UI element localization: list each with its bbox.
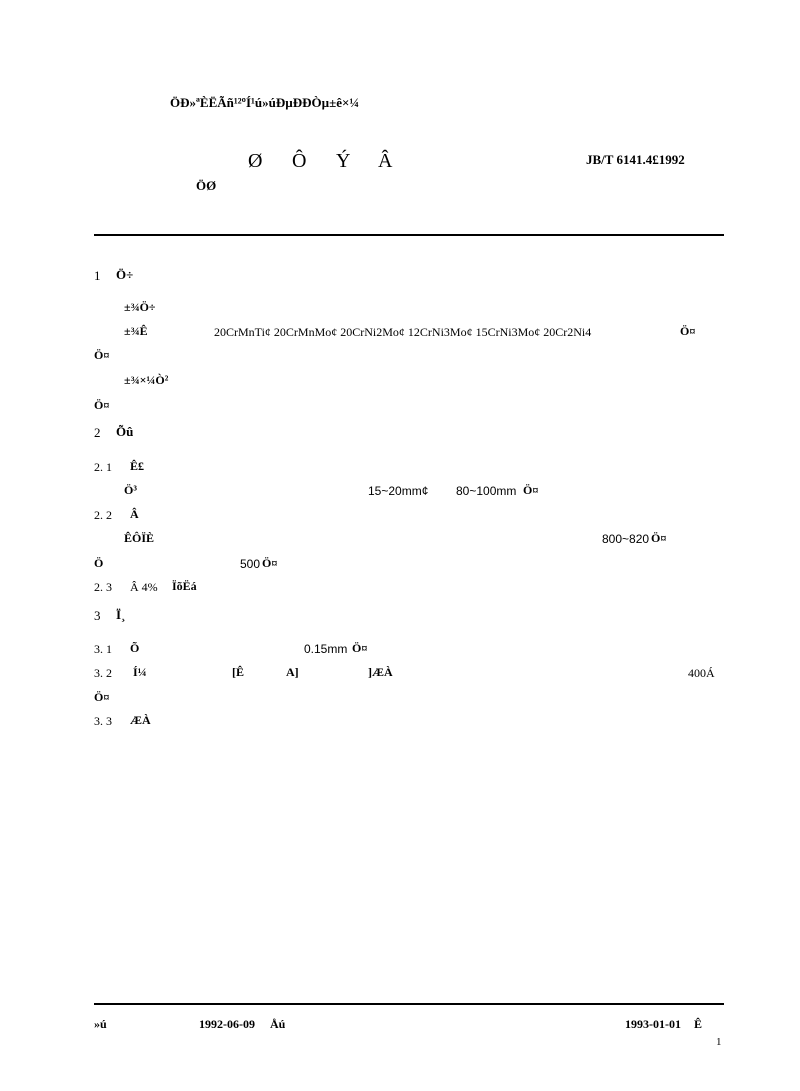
subsection-3-1-suffix: Ö¤ — [352, 641, 368, 655]
subsection-3-2-ref-2: A] — [286, 665, 299, 679]
subsection-2-3-suffix: ÏõËá — [172, 579, 197, 593]
subsection-3-3-title: ÆÀ — [130, 713, 151, 727]
subsection-3-2-ref-1: [Ê — [232, 665, 244, 679]
section-3-number: 3 — [94, 608, 101, 623]
implementation-date: 1993-01-01 — [625, 1017, 681, 1031]
para-2-1b-suffix: Ö¤ — [523, 483, 539, 497]
org-line: ÖÐ»ªÈËÃñ¹²ºÍ¹ú»úÐµÐÐÒµ±ê×¼ — [170, 95, 360, 110]
subsection-3-1-title: Õ — [130, 641, 140, 655]
section-2-title: Õû — [116, 424, 134, 439]
depth-value: 0.15mm — [304, 642, 348, 656]
temper-value: 500 — [240, 557, 261, 571]
issued-suffix: Åú — [270, 1017, 286, 1031]
page-number: 1 — [716, 1036, 722, 1048]
issued-label: »ú — [94, 1017, 107, 1031]
footer-rule — [94, 1003, 724, 1005]
standard-number: JB/T 6141.4£1992 — [586, 152, 685, 167]
subsection-3-1-number: 3. 1 — [94, 642, 112, 656]
steel-grades: 20CrMnTi¢ 20CrMnMo¢ 20CrNi2Mo¢ 12CrNi3Mo¢ 15CrNi3Mo¢ 20Cr2Ni4 — [214, 325, 592, 339]
subsection-2-2-title: Â — [130, 507, 139, 521]
para-2-2b-prefix: ÊÔÏÈ — [124, 531, 155, 545]
para-2-2b-suffix: Ö¤ — [651, 531, 667, 545]
subsection-3-2-ref-3: ]ÆÀ — [368, 665, 393, 679]
title-char-3: Ý — [336, 150, 351, 172]
para-2-2c-prefix: Ö — [94, 556, 104, 570]
para-1d: ±¾×¼Ò² — [124, 373, 169, 387]
subsection-2-2-number: 2. 2 — [94, 508, 112, 522]
title-char-1: Ø — [248, 150, 263, 172]
header-rule — [94, 234, 724, 236]
section-1-title: Ö÷ — [116, 267, 134, 282]
para-3-2b: Ö¤ — [94, 690, 110, 704]
magnification: 400Á — [688, 666, 715, 680]
sample-size-2: 80~100mm — [456, 484, 517, 498]
subsection-2-1-title: Ê£ — [130, 459, 145, 473]
para-2-2c-suffix: Ö¤ — [262, 556, 278, 570]
subsection-3-2-number: 3. 2 — [94, 666, 112, 680]
subsection-2-3-number: 2. 3 — [94, 580, 112, 594]
title-char-2: Ô — [292, 150, 307, 172]
para-2-1b-prefix: Ö³ — [124, 483, 137, 497]
para-1b-prefix: ±¾Ê — [124, 324, 148, 338]
subsection-3-2-title: Í¼ — [133, 665, 147, 679]
para-1a: ±¾Ö÷ — [124, 300, 156, 314]
subsection-2-1-number: 2. 1 — [94, 460, 112, 474]
subsection-2-3-text: Â 4% — [130, 580, 158, 594]
para-1b-suffix: Ö¤ — [680, 324, 696, 338]
issued-date: 1992-06-09 — [199, 1017, 255, 1031]
section-3-title: Ï¸ — [116, 607, 126, 622]
title-char-4: Â — [378, 150, 393, 172]
section-1-number: 1 — [94, 268, 101, 283]
subtitle: ÖØ — [196, 178, 217, 193]
subsection-3-3-number: 3. 3 — [94, 714, 112, 728]
para-1e: Ö¤ — [94, 398, 110, 412]
implementation-suffix: Ê — [694, 1017, 703, 1031]
para-1c: Ö¤ — [94, 348, 110, 362]
quench-temperature: 800~820 — [602, 532, 650, 546]
section-2-number: 2 — [94, 425, 101, 440]
sample-size-1: 15~20mm¢ — [368, 484, 429, 498]
